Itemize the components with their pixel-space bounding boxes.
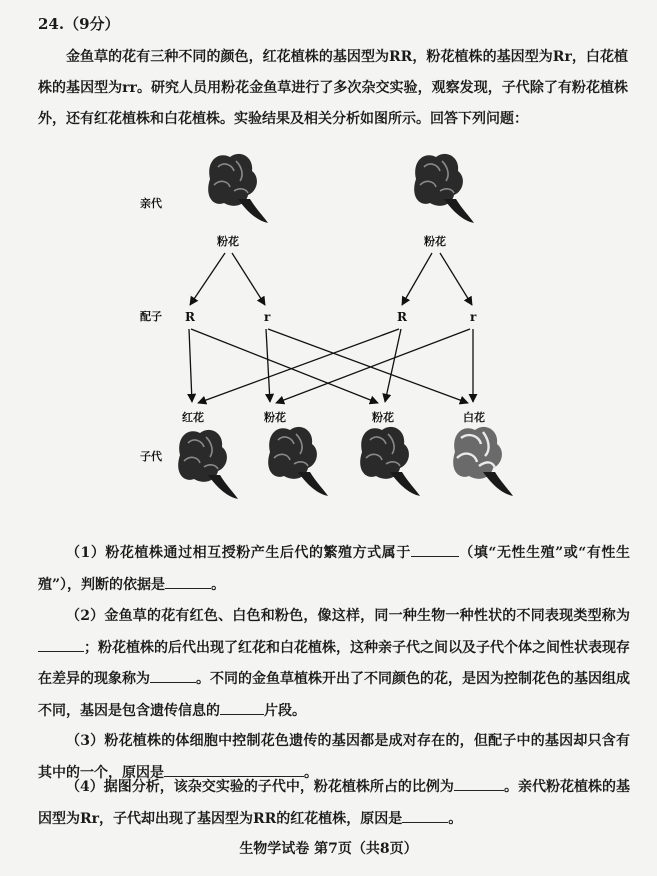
- offspring-flower-pink: [268, 427, 328, 496]
- arrow-parent1-r: [232, 253, 265, 305]
- offspring-flower-white: [453, 427, 513, 496]
- gamete-label: r: [264, 310, 271, 324]
- arrow-R2-pink2: [385, 329, 401, 402]
- arrow-R-red: [189, 329, 192, 402]
- row-label-offspring: 子代: [140, 450, 162, 463]
- row-label-gametes: 配子: [140, 310, 162, 323]
- offspring-label-pink: 粉花: [264, 411, 286, 424]
- genetic-cross-diagram: [0, 145, 657, 515]
- gamete-label: R: [185, 310, 195, 324]
- page-footer: 生物学试卷 第7页（共8页）: [239, 841, 418, 857]
- arrow-R-pink2: [191, 329, 378, 403]
- offspring-flower-pink: [360, 427, 420, 496]
- arrow-parent2-R: [402, 253, 432, 305]
- arrow-parent2-r: [440, 253, 472, 305]
- subquestion-2: （2）金鱼草的花有红色、白色和粉色，像这样，同一种生物一种性状的不同表现类型称为；粉花植株的后代出现了红花和白花植株，这种亲子代之间以及子代个体之间性状表现存在差异的现象称为 。不同的金鱼草植株开出了不同颜色的花，是因为控制花色的基因组成不同，基因是包含遗传信息的 片段。: [38, 608, 630, 719]
- offspring-label-white: 白花: [463, 411, 485, 424]
- subquestion-3: （3）粉花植株的体细胞中控制花色遗传的基因都是成对存在的，但配子中的基因却只含有其中的一个，原因是 。: [38, 733, 630, 781]
- fertilization-arrows: [189, 329, 473, 403]
- answer-blank[interactable]: [220, 700, 264, 715]
- answer-blank[interactable]: [150, 668, 196, 683]
- subquestion-4: （4）据图分析，该杂交实验的子代中，粉花植株所占的比例为 。亲代粉花植株的基因型为Rr，子代却出现了基因型为RR的红花植株，原因是 。: [38, 772, 630, 835]
- offspring-label-red: 红花: [182, 411, 204, 424]
- answer-blank[interactable]: [454, 776, 504, 791]
- subquestion-1: （1）粉花植株通过相互授粉产生后代的繁殖方式属于 （填“无性生殖”或“有性生殖”），判断的依据是 。: [38, 538, 630, 601]
- parent-label-right: 粉花: [424, 235, 446, 248]
- arrow-r2-pink1: [276, 329, 470, 403]
- arrow-r-pink1: [266, 329, 270, 402]
- answer-blank[interactable]: [38, 637, 84, 652]
- answer-blank[interactable]: [402, 808, 448, 823]
- gamete-label: r: [470, 310, 477, 324]
- answer-blank[interactable]: [165, 574, 211, 589]
- parent-flower-left: [208, 154, 268, 223]
- offspring-flower-red: [178, 430, 238, 499]
- gamete-label: R: [397, 310, 407, 324]
- parent-flower-right: [414, 154, 474, 223]
- row-label-parents: 亲代: [140, 197, 162, 210]
- answer-blank[interactable]: [411, 542, 459, 557]
- question-number: 24.（9分）: [38, 15, 120, 33]
- arrow-parent1-R: [190, 253, 225, 305]
- question-intro: 金鱼草的花有三种不同的颜色，红花植株的基因型为RR，粉花植株的基因型为Rr，白花植株的基因型为rr。研究人员用粉花金鱼草进行了多次杂交实验，观察发现，子代除了有粉花植株外，还有红花植株和白花植株。实验结果及相关分析如图所示。回答下列问题：: [38, 49, 628, 127]
- offspring-label-pink: 粉花: [372, 411, 394, 424]
- parent-label-left: 粉花: [217, 235, 239, 248]
